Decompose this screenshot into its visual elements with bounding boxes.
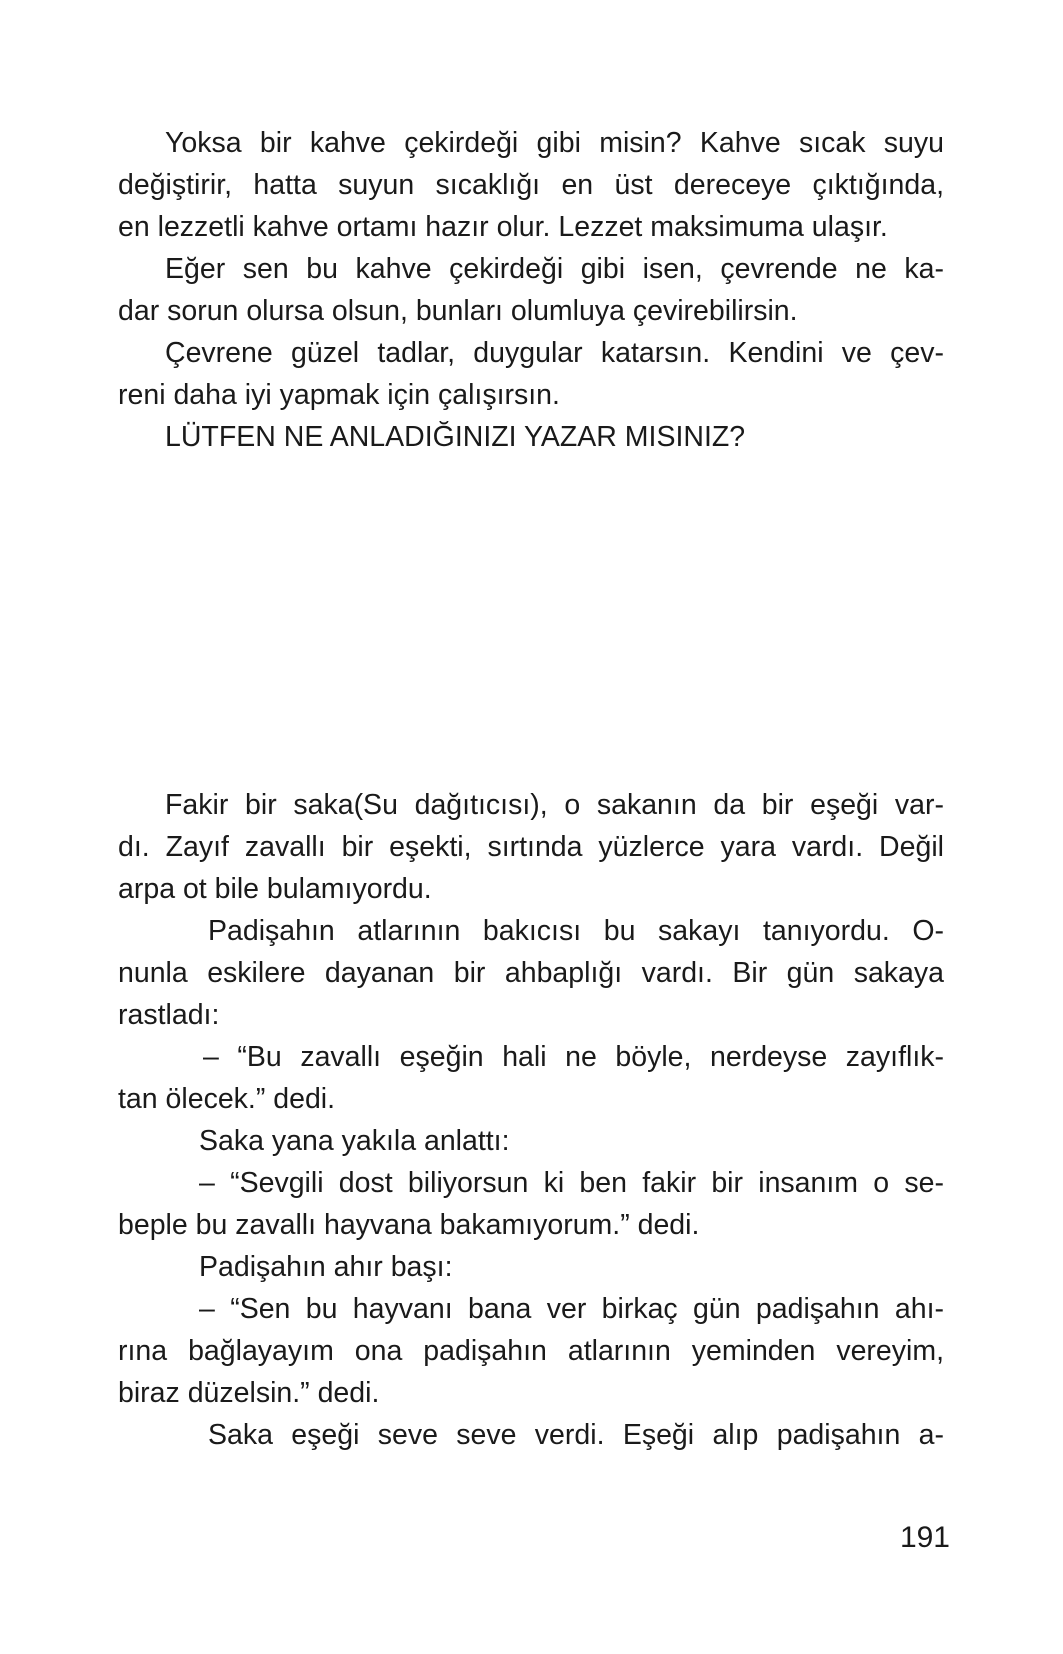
dialogue-line: tan ölecek.” dedi. — [118, 1083, 336, 1115]
paragraph-line: Yoksa bir kahve çekirdeği gibi misin? Kahve sıcak suyu — [165, 127, 944, 159]
dialogue-line: beple bu zavallı hayvana bakamıyorum.” dedi. — [118, 1209, 700, 1241]
paragraph-line: Saka yana yakıla anlattı: — [199, 1125, 510, 1157]
paragraph-line: nunla eskilere dayanan bir ahbaplığı vardı. Bir gün sakaya — [118, 957, 944, 989]
dialogue-line: – “Sevgili dost biliyorsun ki ben fakir bir insanım o se- — [199, 1167, 944, 1199]
dialogue-line: biraz düzelsin.” dedi. — [118, 1377, 380, 1409]
dialogue-line: – “Bu zavallı eşeğin hali ne böyle, nerdeyse zayıflık- — [203, 1041, 944, 1073]
paragraph-line: reni daha iyi yapmak için çalışırsın. — [118, 379, 560, 411]
paragraph-line: Saka eşeği seve seve verdi. Eşeği alıp padişahın a- — [208, 1419, 944, 1451]
paragraph-line: dar sorun olursa olsun, bunları olumluya çevirebilirsin. — [118, 295, 798, 327]
paragraph-line: Fakir bir saka(Su dağıtıcısı), o sakanın da bir eşeği var- — [165, 789, 944, 821]
paragraph-line: değiştirir, hatta suyun sıcaklığı en üst dereceye çıktığında, — [118, 169, 944, 201]
dialogue-line: – “Sen bu hayvanı bana ver birkaç gün padişahın ahı- — [199, 1293, 944, 1325]
dialogue-line: rına bağlayayım ona padişahın atlarının yeminden vereyim, — [118, 1335, 944, 1367]
paragraph-line: en lezzetli kahve ortamı hazır olur. Lezzet maksimuma ulaşır. — [118, 211, 888, 243]
paragraph-line: dı. Zayıf zavallı bir eşekti, sırtında yüzlerce yara vardı. Değil — [118, 831, 944, 863]
paragraph-line: Çevrene güzel tadlar, duygular katarsın. Kendini ve çev- — [165, 337, 944, 369]
paragraph-line: Padişahın atlarının bakıcısı bu sakayı tanıyordu. O- — [208, 915, 944, 947]
page-number: 191 — [899, 1521, 950, 1554]
paragraph-line: rastladı: — [118, 999, 220, 1031]
paragraph-line: arpa ot bile bulamıyordu. — [118, 873, 432, 905]
question-prompt: LÜTFEN NE ANLADIĞINIZI YAZAR MISINIZ? — [165, 421, 746, 453]
paragraph-line: Padişahın ahır başı: — [199, 1251, 453, 1283]
paragraph-line: Eğer sen bu kahve çekirdeği gibi isen, çevrende ne ka- — [165, 253, 944, 285]
